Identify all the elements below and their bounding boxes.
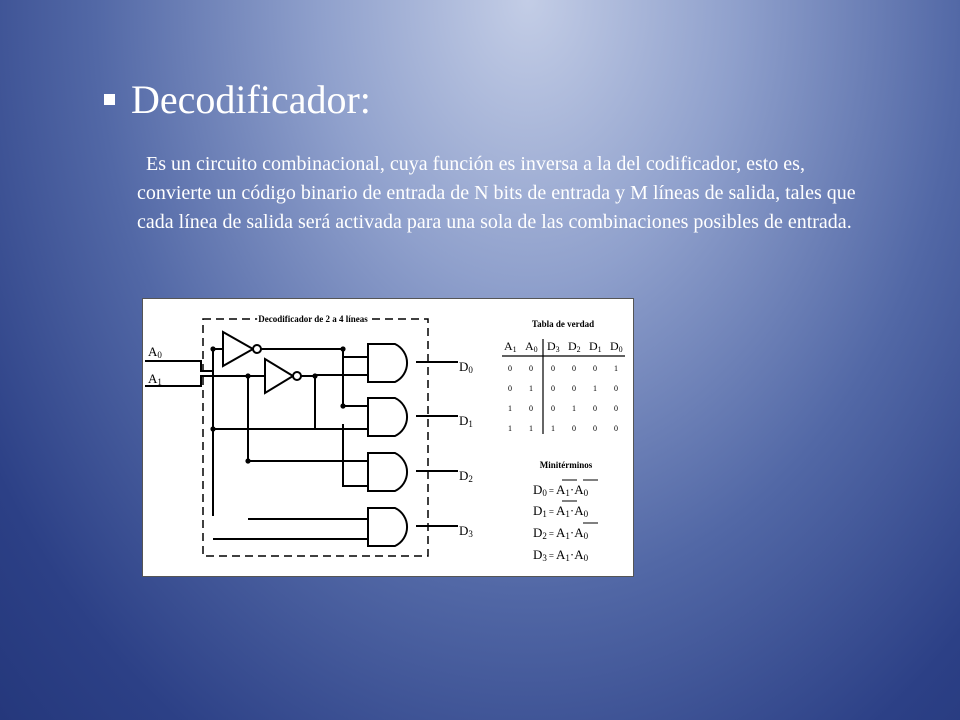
svg-text:0: 0 xyxy=(572,424,576,433)
svg-text:1: 1 xyxy=(572,404,576,413)
truth-table-title: Tabla de verdad xyxy=(531,319,595,329)
truth-table-header xyxy=(504,339,623,354)
svg-text:1: 1 xyxy=(508,424,512,433)
output-label-d1: D1 xyxy=(459,413,473,429)
svg-text:1: 1 xyxy=(614,364,618,373)
truth-table-body xyxy=(508,364,618,433)
svg-text:0: 0 xyxy=(508,384,512,393)
svg-text:0: 0 xyxy=(614,404,618,413)
square-bullet-icon xyxy=(104,94,115,105)
slide-title-text: Decodificador: xyxy=(131,77,371,122)
minterm-eq-d3 xyxy=(533,547,589,563)
svg-text:0: 0 xyxy=(614,384,618,393)
svg-text:D1=A1·A0: D1 = A1·A0 xyxy=(533,503,589,519)
svg-text:0: 0 xyxy=(593,424,597,433)
svg-text:1: 1 xyxy=(551,424,555,433)
svg-text:1: 1 xyxy=(593,384,597,393)
output-label-d3: D3 xyxy=(459,523,473,539)
output-label-d2: D2 xyxy=(459,468,473,484)
svg-text:0: 0 xyxy=(529,364,533,373)
and-gate-d2 xyxy=(368,453,407,491)
minterm-eq-d0 xyxy=(533,480,598,498)
svg-text:0: 0 xyxy=(551,364,555,373)
svg-text:0: 0 xyxy=(593,404,597,413)
svg-text:1: 1 xyxy=(508,404,512,413)
diagram-title: Decodificador de 2 a 4 líneas xyxy=(258,314,368,324)
svg-text:1: 1 xyxy=(529,384,533,393)
slide-body-text: Es un circuito combinacional, cuya función es inversa a la del codificador, esto es, convierte un código binario de entrada de N bits de entrada y M líneas de salida, tales que cada línea de salida será activada para una sola de las combinaciones posibles de entrada. xyxy=(137,153,856,233)
table-row xyxy=(508,424,618,433)
svg-text:0: 0 xyxy=(614,424,618,433)
and-gate-d1 xyxy=(368,398,407,436)
svg-text:0: 0 xyxy=(551,384,555,393)
and-gate-d0 xyxy=(368,344,407,382)
svg-text:D0=A1·A0: D0 = A1·A0 xyxy=(533,482,589,498)
header-cell: A0 xyxy=(525,339,538,354)
slide-title xyxy=(104,76,371,123)
svg-text:0: 0 xyxy=(508,364,512,373)
svg-text:0: 0 xyxy=(572,364,576,373)
minterms xyxy=(533,460,598,563)
header-cell: D0 xyxy=(610,339,623,354)
not-gate-a0 xyxy=(223,332,261,366)
svg-text:0: 0 xyxy=(551,404,555,413)
minterms-title: Minitérminos xyxy=(539,460,593,470)
junction-dots xyxy=(210,346,345,463)
truth-table xyxy=(502,319,625,434)
svg-text:D2=A1·A0: D2 = A1·A0 xyxy=(533,525,589,541)
header-cell: D1 xyxy=(589,339,602,354)
header-cell: A1 xyxy=(504,339,517,354)
svg-text:1: 1 xyxy=(529,424,533,433)
header-cell: D2 xyxy=(568,339,581,354)
svg-text:0: 0 xyxy=(593,364,597,373)
minterm-eq-d2 xyxy=(533,523,598,541)
and-gate-d3 xyxy=(368,508,407,546)
header-cell: D3 xyxy=(547,339,560,354)
output-label-d0: D0 xyxy=(459,359,473,375)
svg-text:0: 0 xyxy=(572,384,576,393)
table-row xyxy=(508,404,618,413)
svg-text:D3=A1·A0: D3 = A1·A0 xyxy=(533,547,589,563)
not-gate-a1 xyxy=(265,359,301,393)
table-row xyxy=(508,384,618,393)
input-label-a0: A0 xyxy=(148,344,162,360)
input-label-a1: A1 xyxy=(148,371,162,387)
table-row xyxy=(508,364,618,373)
decoder-figure xyxy=(142,298,634,577)
minterm-eq-d1 xyxy=(533,501,589,519)
decoder-circuit xyxy=(145,319,458,556)
svg-text:0: 0 xyxy=(529,404,533,413)
